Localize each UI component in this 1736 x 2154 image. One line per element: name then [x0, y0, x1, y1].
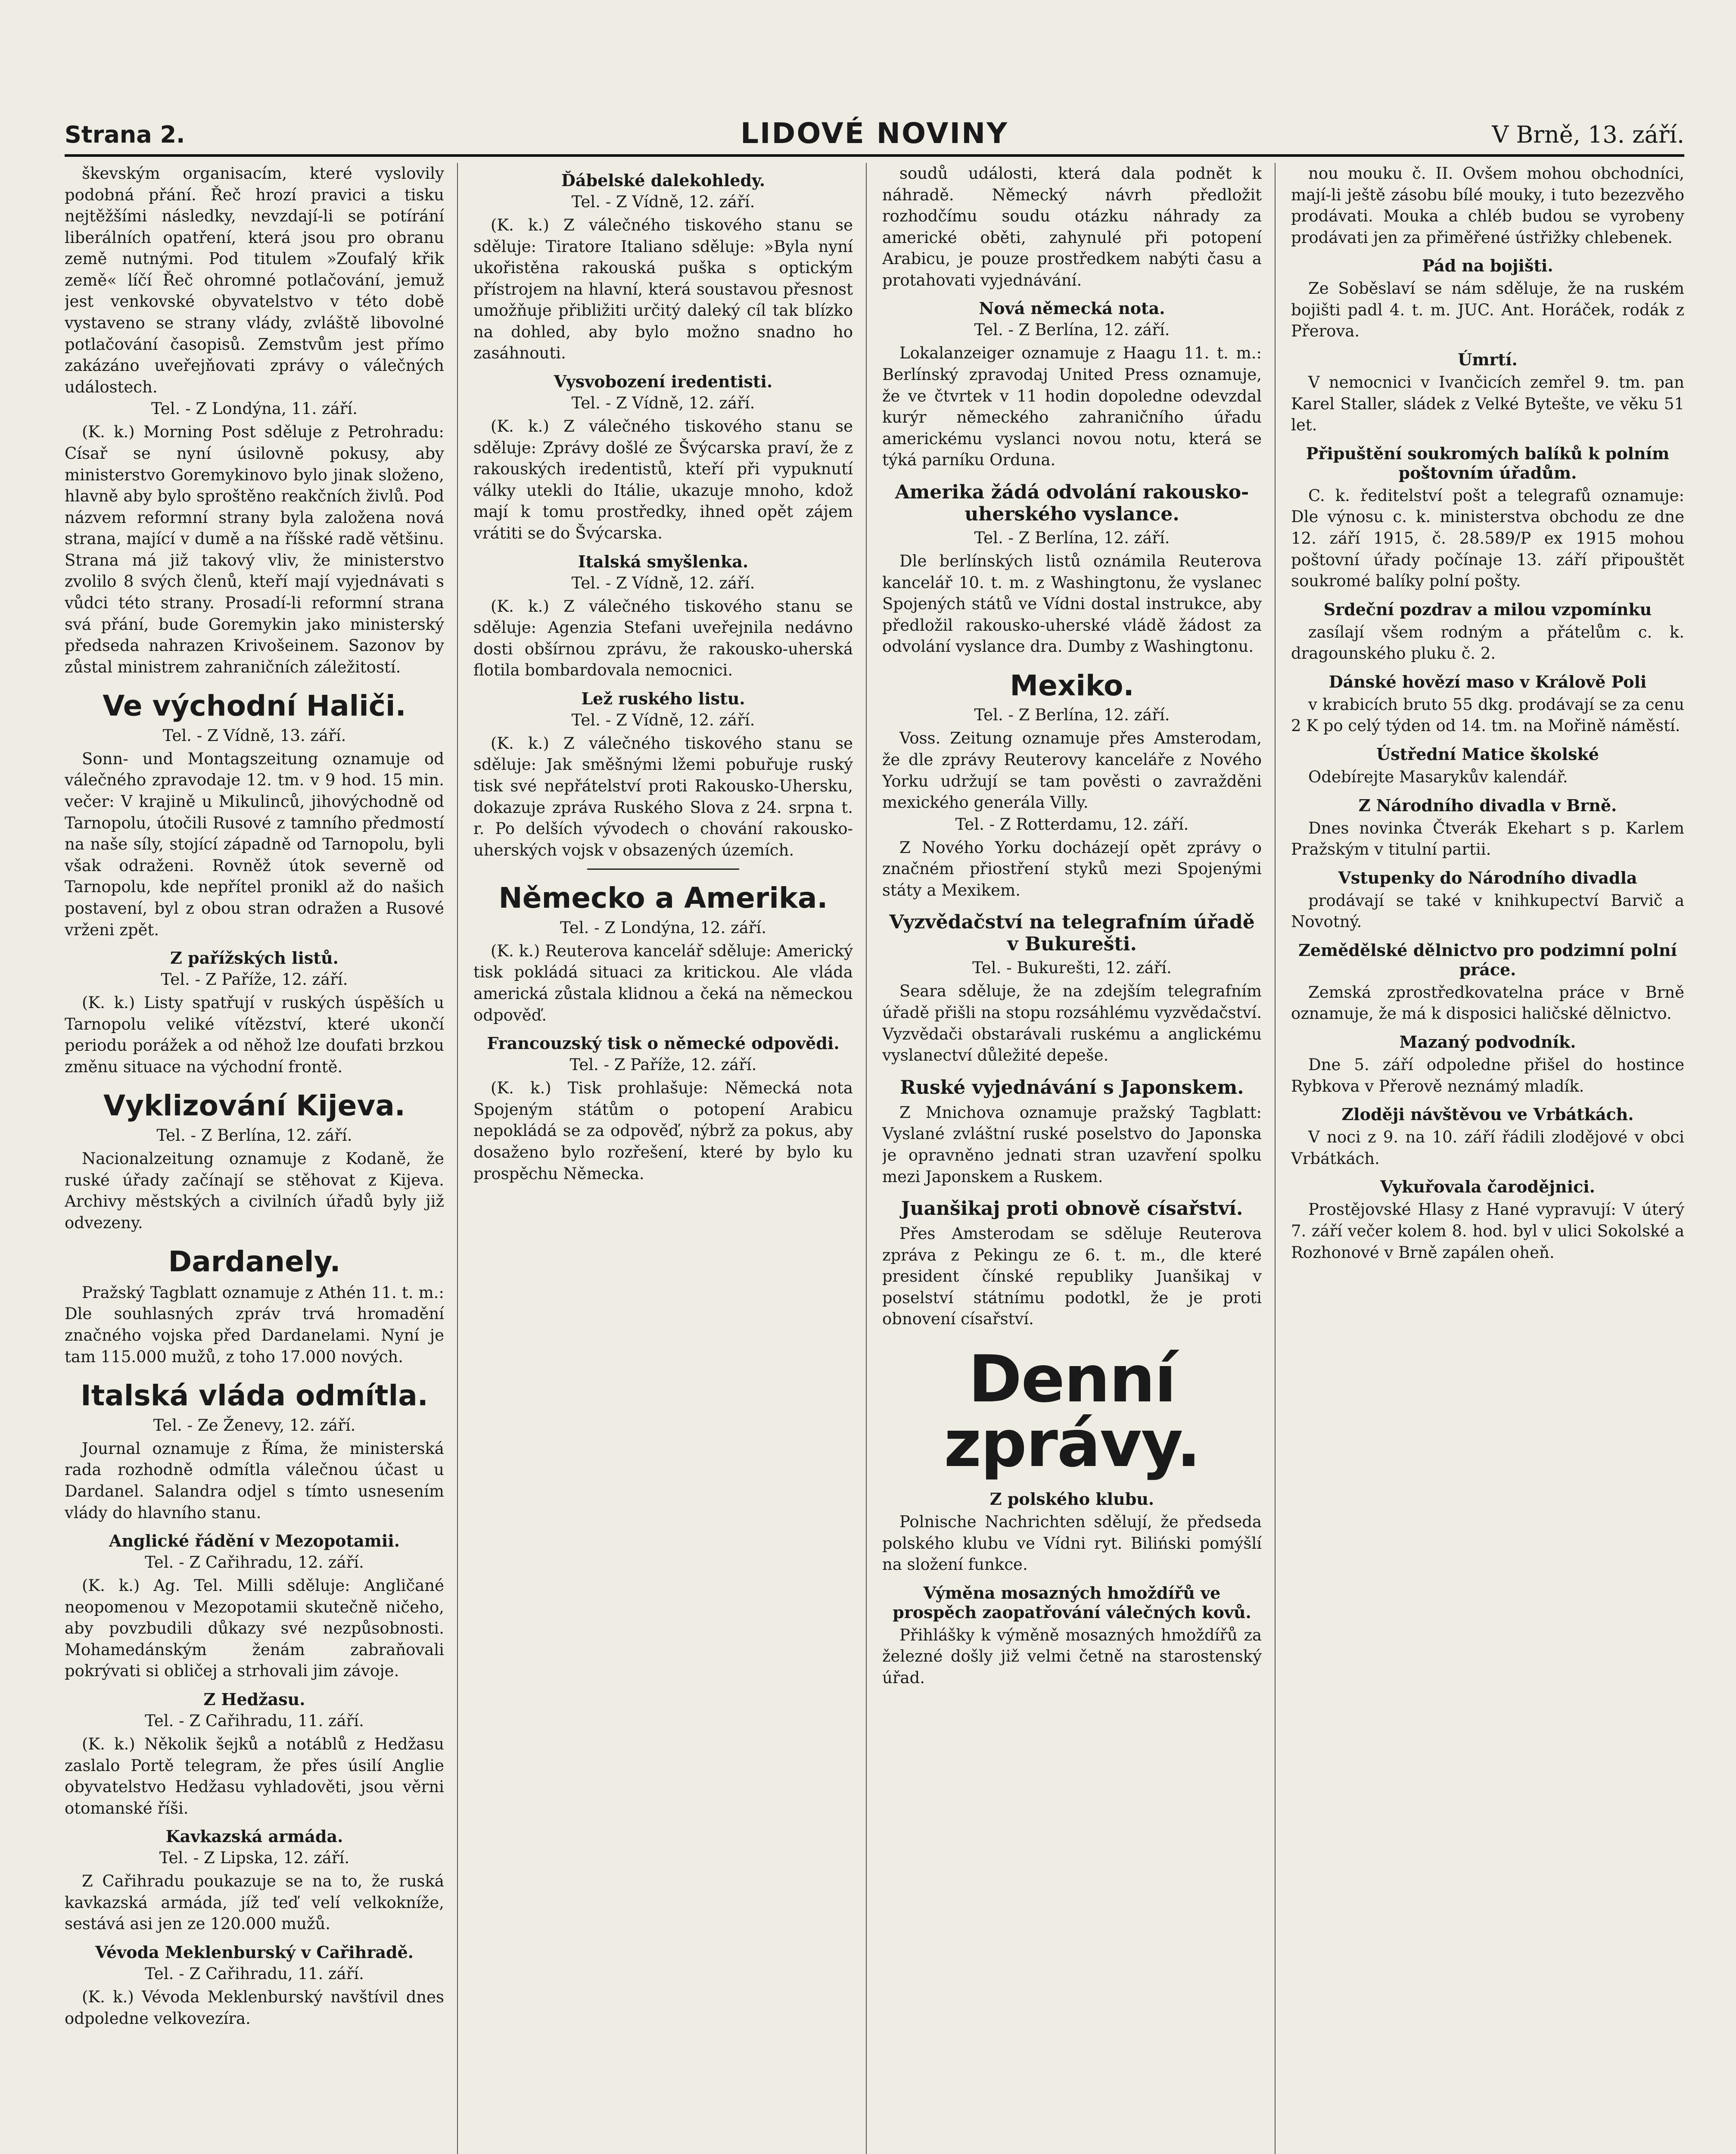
article-text: Ze Soběslaví se nám sděluje, že na ruském bojišti padl 4. t. m. JUC. Ant. Horáček, rodák z Přerova.	[1291, 279, 1684, 341]
article-text: Sonn- und Montagszeitung oznamuje od válečného zpravodaje 12. tm. v 9 hod. 15 min. večer: V krajině u Mikulinců, jihovýchodně od Tarnopolu, útočili Rusové z tamního předmostí na naše síly, stojící západně od Tarnopolu, byli však odraženi. Rovněž útok severně od Tarnopolu, kde nepřítel pronikl až do našich postavení, byl z obou stran odražen a Rusové vrženi zpět.	[65, 749, 444, 939]
dateline: Tel. - Z Londýna, 12. září.	[560, 918, 766, 937]
dateline: Tel. - Z Paříže, 12. září.	[161, 970, 348, 989]
article-text: Dnes novinka Čtverák Ekehart s p. Karlem Pražským v titulní partii.	[1291, 819, 1684, 859]
article-text: C. k. ředitelství pošt a telegrafů oznamuje: Dle výnosu c. k. ministerstva obchodu ze dne 12. září 1915, č. 28.589/P ex 1915 mohou poštovní úřady počínaje 13. září připouštět soukromé balíky polní pošty.	[1291, 486, 1684, 591]
subheadline: Dánské hovězí maso v Králově Poli	[1328, 672, 1647, 691]
subheadline: Z Národního divadla v Brně.	[1358, 795, 1617, 815]
headline: Juanšikaj proti obnově císařství.	[901, 1198, 1243, 1220]
subheadline: Z Hedžasu.	[203, 1690, 305, 1709]
subheadline: Připuštění soukromých balíků k polním poštovním úřadům.	[1306, 443, 1670, 482]
article-text: (K. k.) Z válečného tiskového stanu se sděluje: Zprávy došlé ze Švýcarska praví, že z rakouských iredentistů, kteří při vypuknutí války utekli do Itálie, ukazuje mnoho, kdož mají k tomu prostředky, ihned opět zájem vrátiti se do Švýcarska.	[473, 417, 853, 542]
headline: Dardanely.	[168, 1245, 341, 1279]
subheadline: Lež ruského listu.	[581, 688, 745, 708]
subheadline: Zemědělské dělnictvo pro podzimní polní práce.	[1298, 940, 1677, 979]
subheadline: Pád na bojišti.	[1422, 256, 1553, 276]
dateline: Tel. - Z Cařihradu, 11. září.	[145, 1712, 364, 1731]
subheadline: Z pařížských listů.	[170, 948, 339, 968]
subheadline: Srdeční pozdrav a milou vzpomínku	[1323, 599, 1652, 619]
newspaper-title: LIDOVÉ NOVINY	[740, 117, 1009, 150]
article-text: (K. k.) Vévoda Meklenburský navštívil dnes odpoledne velkovezíra.	[65, 1988, 444, 2028]
article-text: škevským organisacím, které vyslovily podobná přání. Řeč hrozí pravici a tisku nejtěžšími následky, nevzdají-li se potírání liberálních opatření, která jsou pro obranu země nutnými. Pod titulem »Zoufalý křik země« líčí Řeč ohromné potlačování, jemuž jest venkovské obyvatelstvo v této době vystaveno se strany vlády, zvláště libovolné potlačování časopisů. Zemstvům jest přímo zakázáno uveřejňovati zprávy o válečných událostech.	[65, 164, 444, 396]
article-text: (K. k.) Morning Post sděluje z Petrohradu: Císař se nyní úsilovně pokusy, aby ministerstvo Goremykinovo bylo jinak složeno, hlavně aby bylo sproštěno reakčních živlů. Pod názvem reformní strany byla založena nová strana, mající v dumě a na říšské radě většinu. Strana má již takový vliv, že ministerstvo zvolilo 8 svých členů, kteří mají vyjednávati s vůdci této strany. Prosadí-li reformní strana svá přání, bude Goremykin jako ministerský předseda nahrazen Krivošeinem. Sazonov by zůstal ministrem zahraničních záležitostí.	[65, 423, 444, 676]
article-text: soudů události, která dala podnět k náhradě. Německý návrh předložit rozhodčímu soudu otázku náhrady za americké oběti, zahynulé při potopení Arabicu, je pouze prostředkem nabýti času a protahovati vyjednávání.	[882, 164, 1262, 289]
article-columns	[65, 163, 1684, 2154]
headline: Mexiko.	[1010, 669, 1134, 702]
subheadline: Vykuřovala čarodějnici.	[1380, 1177, 1595, 1197]
subheadline: Mazaný podvodník.	[1399, 1032, 1576, 1052]
page-header	[65, 115, 1684, 157]
dateline: Tel. - Z Berlína, 12. září.	[974, 528, 1170, 547]
dateline: Tel. - Z Vídně, 12. září.	[571, 394, 755, 413]
dateline: Tel. - Z Lipska, 12. září.	[159, 1849, 350, 1868]
article-text: Seara sděluje, že na zdejším telegrafním úřadě přišli na stopu rozsáhlému vyzvědačství. Vyzvědači obstarávali ruskému a anglickému vyslanectví důležité depeše.	[882, 982, 1262, 1065]
dateline: Tel. - Z Berlína, 12. září.	[974, 321, 1170, 339]
section-headline: Denní zprávy.	[944, 1342, 1200, 1482]
subheadline: Výměna mosazných hmoždířů ve prospěch zaopatřování válečných kovů.	[893, 1583, 1251, 1622]
article-text: Odebírejte Masarykův kalendář.	[1308, 767, 1568, 786]
article-text: (K. k.) Z válečného tiskového stanu se sděluje: Jak směšnými lžemi pobuřuje ruský tisk své nepřátelství proti Rakousko-Uhersku, dokazuje zpráva Ruského Slova z 24. srpna t. r. Po delších vývodech o chování rakousko-uherských vojsk v obsazených územích.	[473, 734, 853, 859]
dateline: Tel. - Z Vídně, 12. září.	[571, 573, 755, 592]
headline: Německo a Amerika.	[498, 881, 828, 915]
article-text: (K. k.) Tisk prohlašuje: Německá nota Spojeným státům o potopení Arabicu nepokládá se za odpověď, nýbrž za pokus, aby dosaženo bylo rozřešení, které by bylo ku prospěchu Německa.	[473, 1079, 853, 1183]
article-text: Pražský Tagblatt oznamuje z Athén 11. t. m.: Dle souhlasných zpráv trvá hromadění značného vojska před Dardanelami. Nyní je tam 115.000 mužů, z toho 17.000 nových.	[65, 1283, 444, 1366]
article-text: nou mouku č. II. Ovšem mohou obchodníci, mají-li ještě zásobu bílé mouky, i tuto bezezvěho prodávati. Mouka a chléb budou se vyrobeny prodávati jen za přiměřené ústřižky chlebenek.	[1291, 164, 1684, 247]
subheadline: Anglické řádění v Mezopotamii.	[109, 1531, 400, 1551]
dateline: Tel. - Ze Ženevy, 12. září.	[153, 1416, 356, 1435]
dateline: Tel. - Z Vídně, 12. září.	[571, 193, 755, 211]
headline: Vyzvědačství na telegrafním úřadě v Bukurešti.	[889, 911, 1255, 956]
article-text: V noci z 9. na 10. září řádili zlodějové v obci Vrbátkách.	[1291, 1128, 1684, 1168]
headline: Ruské vyjednávání s Japonskem.	[900, 1076, 1244, 1099]
article-text: Dne 5. září odpoledne přišel do hostince Rybkova v Přerově neznámý mladík.	[1291, 1055, 1684, 1096]
column-1	[65, 163, 458, 2154]
subheadline: Italská smyšlenka.	[578, 551, 749, 571]
article-text: Dle berlínských listů oznámila Reuterova kancelář 10. t. m. z Washingtonu, že vyslanec Spojených států ve Vídni dostal instrukce, aby předložil rakousko-uherské vládě žádost za odvolání vyslance dra. Dumby z Washingtonu.	[882, 551, 1262, 656]
article-text: Voss. Zeitung oznamuje přes Amsterodam, že dle zprávy Reuterovy kanceláře z Nového Yorku udržují se tam pověsti o zavražděni mexického generála Villy.	[882, 729, 1262, 812]
dateline: Tel. - Bukurešti, 12. září.	[972, 959, 1172, 977]
subheadline: Vysvobození iredentisti.	[554, 372, 773, 392]
subheadline: Ďábelské dalekohledy.	[561, 171, 765, 190]
headline: Amerika žádá odvolání rakousko-uherského vyslance.	[895, 481, 1249, 525]
dateline: Tel. - Z Londýna, 11. září.	[151, 399, 358, 418]
article-text: Prostějovské Hlasy z Hané vypravují: V úterý 7. září večer kolem 8. hod. byl v ulici Sokolské a Rozhonové v Brně zapálen oheň.	[1291, 1200, 1684, 1262]
article-text: V nemocnici v Ivančicích zemřel 9. tm. pan Karel Staller, sládek z Velké Bytešte, ve věku 51 let.	[1291, 373, 1684, 435]
article-text: (K. k.) Ag. Tel. Milli sděluje: Angličané neopomenou v Mezopotamii skutečně ničeho, aby povzbudili důkazy své nezpůsobnosti. Mohamedánským ženám zabraňovali pokrývati si obličej a strhovali jim závoje.	[65, 1576, 444, 1681]
issue-date: V Brně, 13. září.	[1492, 121, 1684, 148]
subheadline: Z polského klubu.	[989, 1489, 1154, 1509]
article-text: v krabicích bruto 55 dkg. prodávají se za cenu 2 K po celý týden od 14. tm. na Mořině náměstí.	[1291, 695, 1684, 735]
article-text: (K. k.) Z válečného tiskového stanu se sděluje: Tiratore Italiano sděluje: »Byla nyní ukořistěna rakouská puška s optickým přístrojem na hlavní, která soustavou přesnost umožňuje přibližiti určitý daleký cíl tak blízko na dohled, aby bylo možno snadno ho zasáhnouti.	[473, 216, 853, 363]
divider	[587, 868, 739, 870]
dateline: Tel. - Z Berlína, 12. září.	[156, 1126, 352, 1145]
article-text: zasílají všem rodným a přátelům c. k. dragounského pluku č. 2.	[1291, 623, 1684, 663]
column-3	[882, 163, 1276, 2154]
page-number: Strana 2.	[65, 121, 185, 148]
subheadline: Vstupenky do Národního divadla	[1338, 868, 1637, 887]
article-text: (K. k.) Několik šejků a notáblů z Hedžasu zaslalo Portě telegram, že přes úsilí Anglie obyvatelstvo Hedžasu vyhladověti, jsou věrni otomanské říši.	[65, 1735, 444, 1818]
article-text: Polnische Nachrichten sdělují, že předseda polského klubu ve Vídni ryt. Biliński pomýšlí na složení funkce.	[882, 1512, 1262, 1574]
dateline: Tel. - Z Berlína, 12. září.	[974, 706, 1170, 725]
column-4	[1291, 163, 1684, 2154]
article-text: Zemská zprostředkovatelna práce v Brně oznamuje, že má k disposici haličské dělnictvo.	[1291, 983, 1684, 1023]
article-text: Nacionalzeitung oznamuje z Kodaně, že ruské úřady začínají se stěhovat z Kijeva. Archivy městských a civilních úřadů byly již odvezeny.	[65, 1149, 444, 1232]
article-text: (K. k.) Listy spatřují v ruských úspěších u Tarnopolu veliké vítězství, které ukončí periodu porážek a od něhož lze doufati brzkou změnu situace na východní frontě.	[65, 993, 444, 1076]
subheadline: Vévoda Meklenburský v Cařihradě.	[95, 1942, 414, 1962]
article-text: Z Cařihradu poukazuje se na to, že ruská kavkazská armáda, jíž teď velí velkokníže, sestává asi jen ze 120.000 mužů.	[65, 1872, 444, 1933]
column-2	[473, 163, 867, 2154]
headline: Vyklizování Kijeva.	[103, 1089, 405, 1123]
headline: Ve východní Haliči.	[103, 689, 406, 723]
article-text: Z Mnichova oznamuje pražský Tagblatt: Vyslané zvláštní ruské poselstvo do Japonska je opravněno jednati stran uzavření spolku mezi Japonskem a Ruskem.	[882, 1103, 1262, 1186]
article-text: Přihlášky k výměně mosazných hmoždířů za železné došly již velmi četně na starostenský úřad.	[882, 1625, 1262, 1687]
article-text: (K. k.) Reuterova kancelář sděluje: Americký tisk pokládá situaci za kritickou. Ale vláda americká zůstala klidnou a čeká na německou odpověď.	[473, 941, 853, 1024]
dateline: Tel. - Z Vídně, 12. září.	[571, 710, 755, 729]
subheadline: Úmrtí.	[1458, 350, 1518, 370]
subheadline: Kavkazská armáda.	[165, 1827, 343, 1846]
article-text: (K. k.) Z válečného tiskového stanu se sděluje: Agenzia Stefani uveřejnila nedávno dosti obšírnou zprávu, že rakousko-uherská flotila bombardovala nemocnici.	[473, 597, 853, 680]
dateline: Tel. - Z Cařihradu, 11. září.	[145, 1964, 364, 1983]
dateline: Tel. - Z Paříže, 12. září.	[569, 1055, 757, 1074]
dateline: Tel. - Z Rotterdamu, 12. září.	[955, 815, 1189, 834]
article-text: Z Nového Yorku docházejí opět zprávy o značném přiostření styků mezi Spojenými státy a Mexikem.	[882, 838, 1262, 900]
subheadline: Francouzský tisk o německé odpovědi.	[487, 1033, 840, 1053]
article-text: Journal oznamuje z Říma, že ministerská rada rozhodně odmítla válečnou účast u Dardanel. Salandra odjel s tímto usnesením vlády do hlavního stanu.	[65, 1439, 444, 1522]
headline: Italská vláda odmítla.	[81, 1379, 428, 1413]
article-text: Přes Amsterodam se sděluje Reuterova zpráva z Pekingu ze 6. t. m., dle které president čínské republiky Juanšikaj v poselství státnímu podotkl, že je proti obnovení císařství.	[882, 1224, 1262, 1329]
article-text: prodávají se také v knihkupectví Barvič a Novotný.	[1291, 891, 1684, 931]
article-text: Lokalanzeiger oznamuje z Haagu 11. t. m.: Berlínský zpravodaj United Press oznamuje, že ve čtvrtek v 11 hodin dopoledne odevzdal kurýr německého zahraničního úřadu americkému vyslanci novou notu, která se týká parníku Orduna.	[882, 344, 1262, 470]
subheadline: Ústřední Matice školské	[1376, 744, 1599, 764]
subheadline: Nová německá nota.	[979, 299, 1165, 318]
subheadline: Zloději návštěvou ve Vrbátkách.	[1341, 1105, 1634, 1124]
dateline: Tel. - Z Vídně, 13. září.	[162, 726, 346, 745]
dateline: Tel. - Z Cařihradu, 12. září.	[145, 1553, 364, 1572]
